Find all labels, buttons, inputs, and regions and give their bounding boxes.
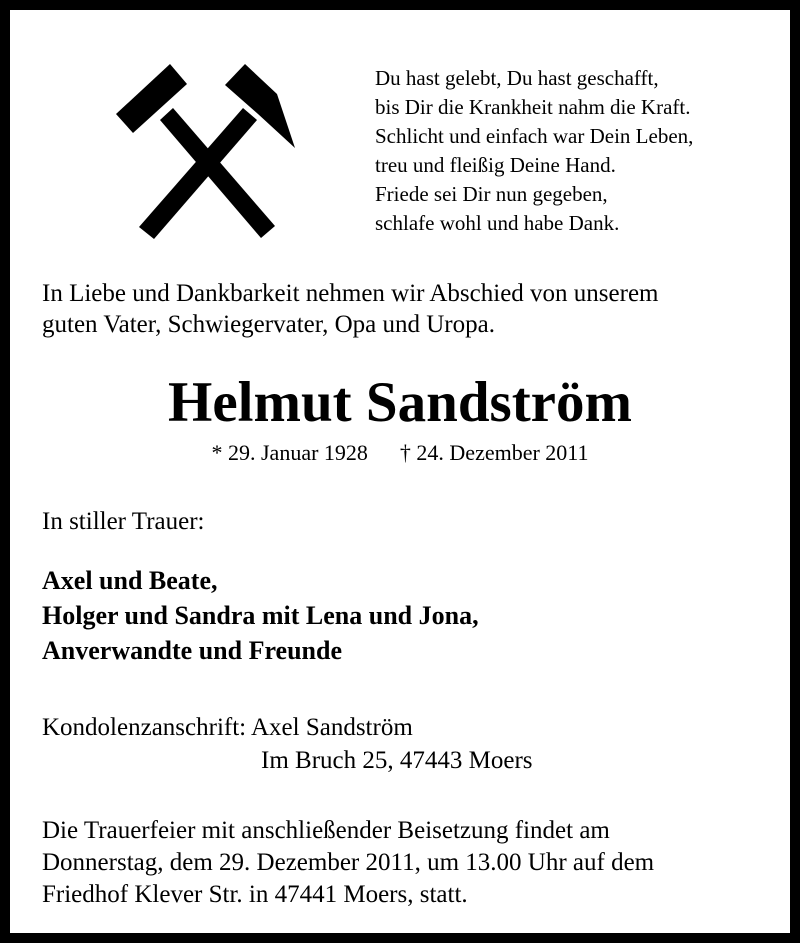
poem-line: schlafe wohl und habe Dank. <box>375 211 620 235</box>
memorial-poem <box>375 64 693 238</box>
poem-line: treu und fleißig Deine Hand. <box>375 153 616 177</box>
poem-line: Friede sei Dir nun gegeben, <box>375 182 608 206</box>
service-line: Die Trauerfeier mit anschließender Beisetzung findet am <box>42 817 610 844</box>
deceased-name: Helmut Sandström <box>168 371 632 434</box>
mourner-line: Anverwandte und Freunde <box>42 636 343 665</box>
mourner-line: Holger und Sandra mit Lena und Jona, <box>42 601 479 630</box>
condolence-contact: Kondolenzanschrift: Axel Sandström <box>42 714 413 741</box>
farewell-line: In Liebe und Dankbarkeit nehmen wir Abschied von unserem <box>42 280 659 307</box>
funeral-service-info <box>42 815 654 911</box>
birth-date: * 29. Januar 1928 <box>211 440 368 465</box>
poem-line: Schlicht und einfach war Dein Leben, <box>375 124 694 148</box>
obituary-notice <box>10 10 790 933</box>
mourner-line: Axel und Beate, <box>42 566 218 595</box>
poem-line: bis Dir die Krankheit nahm die Kraft. <box>375 95 691 119</box>
poem-line: Du hast gelebt, Du hast geschafft, <box>375 66 659 90</box>
mourners-label: In stiller Trauer: <box>42 508 205 535</box>
farewell-statement <box>42 278 659 340</box>
mourners-list <box>42 563 479 668</box>
service-line: Donnerstag, dem 29. Dezember 2011, um 13.00 Uhr auf dem <box>42 849 655 876</box>
condolence-street: Im Bruch 25, 47443 Moers <box>261 747 533 774</box>
farewell-line: guten Vater, Schwiegervater, Opa und Uropa. <box>42 311 495 338</box>
life-dates <box>10 439 790 467</box>
condolence-address <box>42 711 533 777</box>
death-date: † 24. Dezember 2011 <box>399 440 589 465</box>
service-line: Friedhof Klever Str. in 47441 Moers, statt. <box>42 881 468 908</box>
hammer-and-pick-icon <box>108 58 308 248</box>
